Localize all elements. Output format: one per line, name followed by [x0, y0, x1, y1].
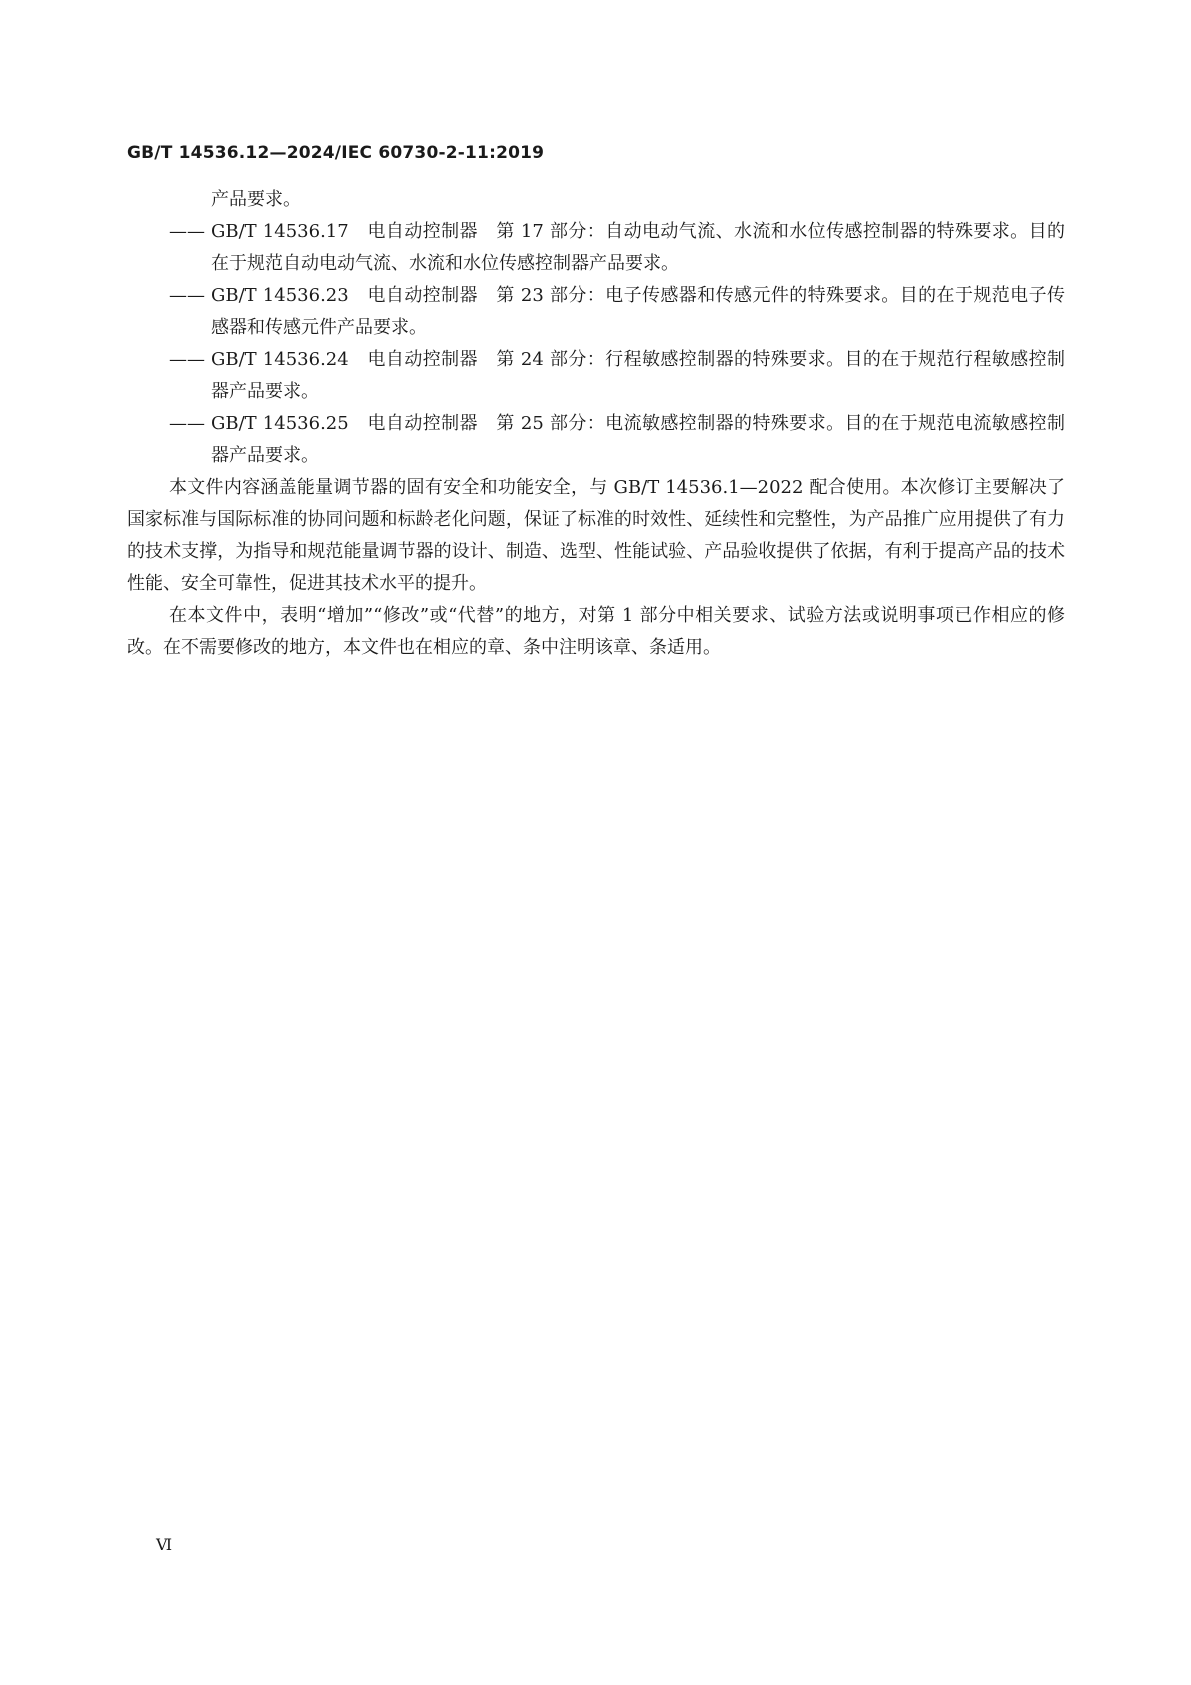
standard-list-item: [127, 280, 1065, 344]
list-dash: ——: [169, 349, 205, 370]
list-item-text: GB/T 14536.17 电自动控制器 第 17 部分：自动电动气流、水流和水位传感控制器的特殊要求。目的在于规范自动电动气流、水流和水位传感控制器产品要求。: [211, 221, 1065, 274]
body-paragraph: 本文件内容涵盖能量调节器的固有安全和功能安全，与 GB/T 14536.1—2022 配合使用。本次修订主要解决了国家标准与国际标准的协同问题和标龄老化问题，保证了标准的时效性、延续性和完整性，为产品推广应用提供了有力的技术支撑，为指导和规范能量调节器的设计、制造、选型、性能试验、产品验收提供了依据，有利于提高产品的技术性能、安全可靠性，促进其技术水平的提升。: [127, 477, 1065, 594]
document-header: GB/T 14536.12—2024/IEC 60730-2-11:2019: [127, 143, 545, 163]
list-dash: ——: [169, 221, 205, 242]
document-body: [127, 184, 1065, 664]
list-item-text: GB/T 14536.24 电自动控制器 第 24 部分：行程敏感控制器的特殊要求。目的在于规范行程敏感控制器产品要求。: [211, 349, 1065, 402]
standard-list-item: [127, 344, 1065, 408]
body-paragraph: 在本文件中，表明“增加”“修改”或“代替”的地方，对第 1 部分中相关要求、试验方法或说明事项已作相应的修改。在不需要修改的地方，本文件也在相应的章、条中注明该章、条适用。: [127, 605, 1065, 658]
list-item-text: GB/T 14536.25 电自动控制器 第 25 部分：电流敏感控制器的特殊要求。目的在于规范电流敏感控制器产品要求。: [211, 413, 1065, 466]
standard-list-item: [127, 408, 1065, 472]
standard-list-item: [127, 216, 1065, 280]
list-item-text: GB/T 14536.23 电自动控制器 第 23 部分：电子传感器和传感元件的特殊要求。目的在于规范电子传感器和传感元件产品要求。: [211, 285, 1065, 338]
continuation-line: 产品要求。: [211, 189, 301, 210]
page-number: Ⅵ: [156, 1535, 173, 1554]
list-dash: ——: [169, 413, 205, 434]
list-dash: ——: [169, 285, 205, 306]
